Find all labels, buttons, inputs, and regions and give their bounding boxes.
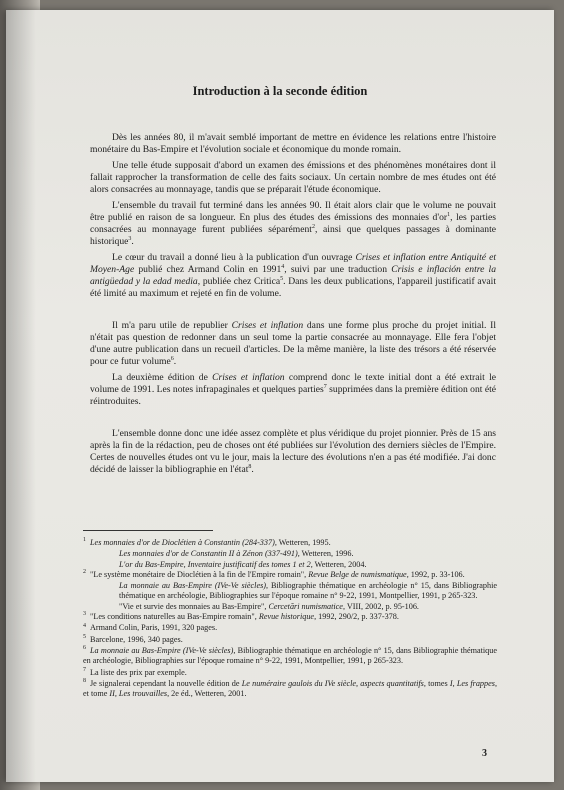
footnote-7: $^7$ La liste des prix par exemple. xyxy=(83,666,187,677)
page-title: Introduction à la seconde édition xyxy=(192,84,368,98)
footnote-8: $^8$ Je signalerai cependant la nouvelle édition de Le numéraire gaulois du IVe siècle, aspects quantitatifs, tomes I, Les frappes, et tome II, Les trouvailles, 2e éd., Wetteren, 2001. xyxy=(83,678,497,699)
footnote-marker[interactable]: 3 xyxy=(128,235,132,242)
footnote-1: $^1$ Les monnaies d'or de Dioclétien à Constantin (284-337), Wetteren, 1995. xyxy=(83,537,331,547)
footnote-1-line-2: Les monnaies d'or de Constantin II à Zénon (337-491), Wetteren, 1996. xyxy=(119,549,354,559)
footnote-1-line-3: L'or du Bas-Empire, Inventaire justificatif des tomes 1 et 2, Wetteren, 2004. xyxy=(119,559,367,569)
footnote-marker[interactable]: 2 xyxy=(311,223,315,230)
paragraph-1: Dès les années 80, il m'avait semblé important de mettre en évidence les relations entre l'histoire monétaire du Bas-Empire et l'évolution sociale et économique du monde romain. xyxy=(90,132,496,155)
footnote-4: $^4$ Armand Colin, Paris, 1991, 320 pages. xyxy=(83,622,218,633)
page-number: 3 xyxy=(482,748,487,759)
footnote-3: $^3$ "Les conditions naturelles au Bas-Empire romain", Revue historique, 1992, 290/2, p. 337-378. xyxy=(83,611,399,622)
footnote-2: $^2$ "Le système monétaire de Dioclétien à la fin de l'Empire romain", Revue Belge de numismatique, 1992, p. 33-106. xyxy=(83,569,465,579)
footnote-2-line-2: La monnaie au Bas-Empire (IVe-Ve siècles), Bibliographie thématique en archéologie n° 15, dans Bibliographie thématique en archéologie, Bibliographies sur l'époque romaine n° 9-22, 1991, Montpellier, 1991, p 265-323. xyxy=(119,581,497,601)
footnote-marker[interactable]: 6 xyxy=(170,355,174,362)
body-text xyxy=(90,132,496,480)
footnote-separator xyxy=(83,530,213,531)
footnote-marker[interactable]: 5 xyxy=(280,275,284,282)
paragraph-6: La deuxième édition de Crises et inflation comprend donc le texte initial dont a été extrait le volume de 1991. Les notes infrapaginales et quelques parties$^7$ supprimées dans la première édition ont été réintroduites. xyxy=(90,372,496,407)
paragraph-7: L'ensemble donne donc une idée assez complète et plus véridique du projet pionnier. Près de 15 ans après la fin de la rédaction, peu de choses ont été publiées sur l'évolution des derniers siècles de l'Empire. Certes de nouvelles études ont vu le jour, mais la lecture des évolutions n'en a pas été modifiée. J'ai donc décidé de laisser la bibliographie en l'état$^8$. xyxy=(90,428,496,475)
footnote-6: $^6$ La monnaie au Bas-Empire (IVe-Ve siècles), Bibliographie thématique en archéologie n° 15, dans Bibliographie thématique en archéologie, Bibliographies sur l'époque romaine n° 9-22, 1991, Montpellier, 1991, p 265-323. xyxy=(83,645,497,666)
paragraph-2: Une telle étude supposait d'abord un examen des émissions et des phénomènes monétaires dont il fallait rapprocher la transformation de celle des faits sociaux. Un certain nombre de mes études ont été alors consacrées au monnayage, tandis que se préparait l'étude économique. xyxy=(90,160,496,195)
footnote-2-line-3: "Vie et survie des monnaies au Bas-Empire", Cercetări numismatice, VIII, 2002, p. 95-106. xyxy=(119,601,419,611)
paragraph-3: L'ensemble du travail fut terminé dans les années 90. Il était alors clair que le volume ne pouvait être publié en raison de sa longueur. En plus des études des émissions des monnaies $d'or^1$, les parties consacrées au monnayage furent publiées séparément$^2$, ainsi que quelques passages à dominante historique$^3$. xyxy=(90,200,496,247)
footnote-marker[interactable]: 4 xyxy=(281,263,285,270)
paragraph-5: Il m'a paru utile de republier Crises et inflation dans une forme plus proche du projet initial. Il n'était pas question de redonner dans un seul tome la partie consacrée au monnayage. Elle fera l'objet d'une autre publication dans un recueil d'articles. De la même manière, la liste des trésors a été réservée pour ce futur volume$^6$. xyxy=(90,320,496,367)
paragraph-4: Le cœur du travail a donné lieu à la publication d'un ouvrage Crises et inflation entre Antiquité et Moyen-Age publié chez Armand Colin en 1991$^4$, suivi par une traduction Crisis e inflación entre la antigüedad y la edad media, publiée chez Critica$^5$. Dans les deux publications, l'appareil justificatif avait été limité au maximum et rejeté en fin de volume. xyxy=(90,252,497,299)
footnote-marker[interactable]: 8 xyxy=(248,463,252,470)
footnotes xyxy=(83,538,497,700)
footnote-5: $^5$ Barcelone, 1996, 340 pages. xyxy=(83,633,183,644)
document-page xyxy=(6,10,554,782)
footnote-marker[interactable]: 1 xyxy=(447,211,451,218)
footnote-marker[interactable]: 7 xyxy=(323,383,327,390)
